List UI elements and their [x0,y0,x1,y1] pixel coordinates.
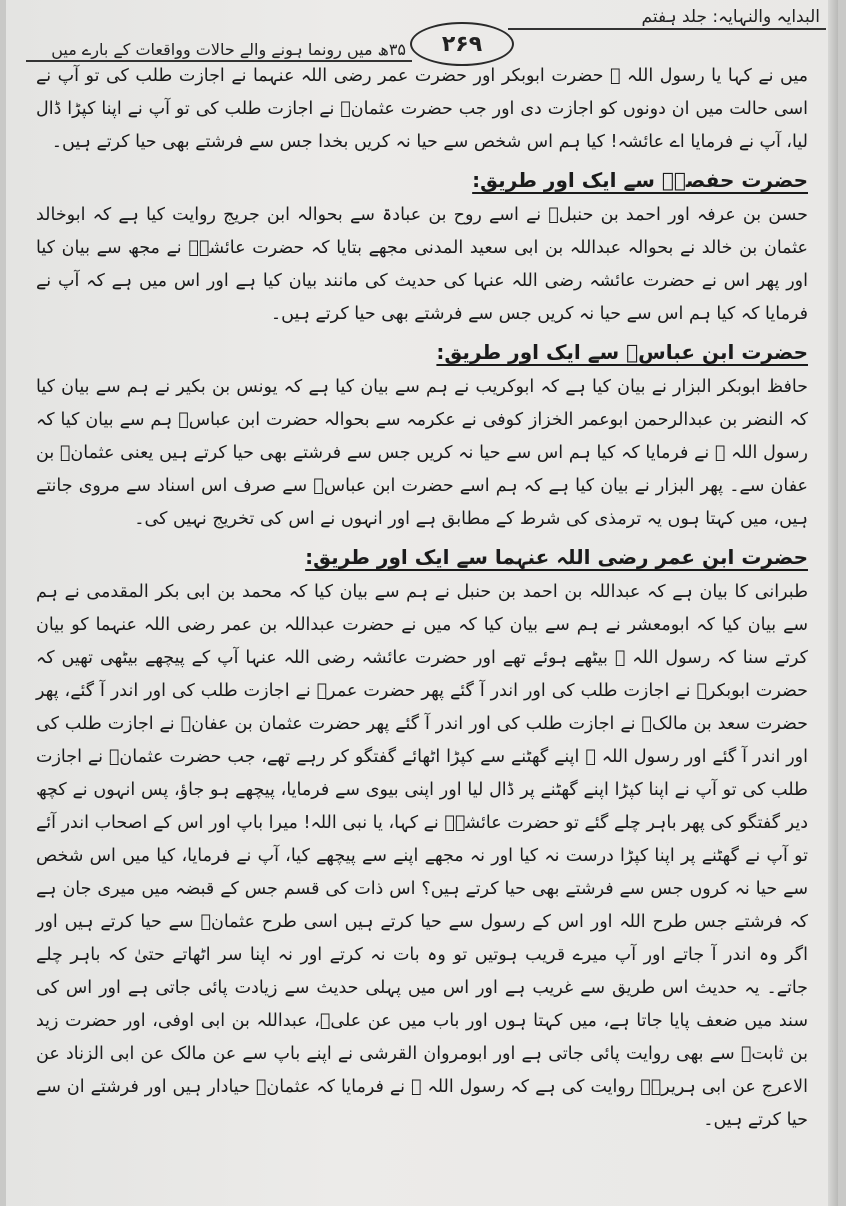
page-number: ۲۶۹ [410,22,514,66]
paragraph-ibn-abbas: حافظ ابوبکر البزار نے بیان کیا ہے کہ ابوکریب نے ہم سے بیان کیا ہے کہ یونس بن بکیر نے ہم سے بیان کیا کہ النضر بن عبدالرحمن ابوعمر الخزاز کوفی نے عکرمہ سے بحوالہ حضرت ابن عباسؓ ہم سے بیان کیا کہ رسول اللہ ﷺ نے فرمایا کہ کیا ہم اس سے حیا نہ کریں جس سے فرشتے بھی حیا کرتے ہیں یعنی عثمانؓ بن عفان سے۔ پھر البزار نے بیان کیا ہے کہ ہم اسے حضرت ابن عباسؓ سے صرف اس اسناد سے مروی جانتے ہیں، میں کہتا ہوں یہ ترمذی کی شرط کے مطابق ہے اور انہوں نے اس کی تخریج نہیں کی۔ [36,377,808,529]
section-heading-ibn-abbas: حضرت ابن عباسؓ سے ایک اور طریق: [436,340,808,364]
page-spine-shadow [828,0,838,1206]
paragraph-intro: میں نے کہا یا رسول اللہ ﷺ حضرت ابوبکر اور حضرت عمر رضی اللہ عنہما نے اجازت طلب کی تو آپ نے اسی حالت میں ان دونوں کو اجازت دی اور جب حضرت عثمانؓ نے اجازت طلب کی تو آپ نے اپنا کپڑا ڈال لیا، آپ نے فرمایا اے عائشہ! کیا ہم اس شخص سے حیا نہ کریں بخدا جس سے فرشتے بھی حیا کرتے ہیں۔ [36,66,808,152]
book-title: البدایہ والنہایہ: جلد ہفتم [641,7,820,27]
paragraph-ibn-umar: طبرانی کا بیان ہے کہ عبداللہ بن احمد بن حنبل نے ہم سے بیان کیا کہ محمد بن ابی بکر المقدمی نے ہم سے بیان کیا کہ ابومعشر نے ہم سے بیان کیا کہ میں نے حضرت عبداللہ بن عمر رضی اللہ عنہما کو بیان کرتے سنا کہ رسول اللہ ﷺ بیٹھے ہوئے تھے اور حضرت عائشہ رضی اللہ عنہا آپ کے پیچھے بیٹھی تھیں کہ حضرت ابوبکرؓ نے اجازت طلب کی اور اندر آ گئے پھر حضرت عمرؓ نے اجازت طلب کی اور اندر آ گئے، پھر حضرت سعد بن مالکؓ نے اجازت طلب کی اور اندر آ گئے پھر حضرت عثمان بن عفانؓ نے اجازت طلب کی اور اندر آ گئے اور رسول اللہ ﷺ اپنے گھٹنے سے کپڑا اٹھائے گفتگو کر رہے تھے، جب حضرت عثمانؓ نے اجازت طلب کی تو آپ نے اپنا کپڑا اپنے گھٹنے پر ڈال لیا اور اپنی بیوی سے فرمایا، پیچھے ہو جاؤ، پس انہوں نے کچھ دیر گفتگو کی پھر باہر چلے گئے تو حضرت عائشہؓ نے کہا، یا نبی اللہ! میرا باپ اور اس کے اصحاب اندر آئے تو آپ نے گھٹنے پر اپنا کپڑا درست نہ کیا اور نہ مجھے اپنے سے پیچھے کیا، آپ نے فرمایا، کیا میں اس شخص سے حیا نہ کروں جس سے فرشتے بھی حیا کرتے ہیں؟ اس ذات کی قسم جس کے قبضہ میں میری جان ہے کہ فرشتے جس طرح اللہ اور اس کے رسول سے حیا کرتے ہیں اسی طرح عثمانؓ سے حیا کرتے ہیں اور اگر وہ اندر آ جاتے اور آپ میرے قریب ہوتیں تو وہ بات نہ کرتے اور نہ اپنا سر اٹھاتے حتیٰ کہ باہر چلے جاتے۔ یہ حدیث اس طریق سے غریب ہے اور اس میں پہلی حدیث سے زیادت پائی جاتی ہے اور اس کی سند میں ضعف پایا جاتا ہے، میں کہتا ہوں اور باب میں عن علیؓ، عبداللہ بن ابی اوفی، اور حضرت زید بن ثابتؓ سے بھی روایت پائی جاتی ہے اور ابومروان القرشی نے اپنے باپ سے عن مالک عن ابی الزناد عن الاعرج عن ابی ہریرہؓ روایت کی ہے کہ رسول اللہ ﷺ نے فرمایا کہ عثمانؓ حیادار ہیں اور فرشتے ان سے حیا کرتے ہیں۔ [36,582,808,1130]
section-heading-ibn-umar: حضرت ابن عمر رضی اللہ عنہما سے ایک اور طریق: [305,545,808,569]
page-body [36,60,808,1137]
paragraph-hafsa: حسن بن عرفہ اور احمد بن حنبلؒ نے اسے روح بن عبادۃ سے بحوالہ ابن جریج روایت کیا ہے کہ ابوخالد عثمان بن خالد نے بحوالہ عبداللہ بن ابی سعید المدنی مجھے بتایا کہ حضرت عائشہؓ نے مجھ سے بیان کیا اور پھر اس نے حضرت عائشہ رضی اللہ عنہا کی حدیث کی مانند بیان کیا ہے اور اس میں ہے کہ آپ نے فرمایا کہ کیا ہم اس سے حیا نہ کریں جس سے فرشتے بھی حیا کرتے ہیں۔ [36,205,808,324]
header-rule-right [508,28,826,30]
book-page [6,0,838,1206]
section-heading-hafsa: حضرت حفصہؓ سے ایک اور طریق: [472,168,808,192]
running-head: ۳۵ھ میں رونما ہونے والے حالات وواقعات کے بارے میں [51,40,406,59]
